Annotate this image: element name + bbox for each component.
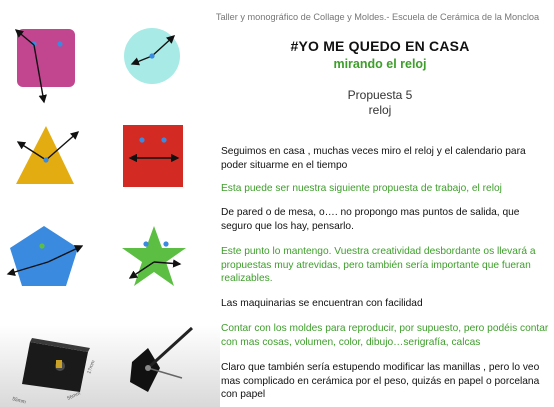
- workshop-header: Taller y monográfico de Collage y Moldes.- Escuela de Cerámica de la Moncloa: [215, 12, 540, 22]
- magenta-square-clock: [10, 22, 86, 108]
- mechanism-label-3: 17mm: [86, 359, 97, 375]
- green-star-clock: [118, 222, 192, 292]
- paragraph-7: Claro que también sería estupendo modificar las manillas , pero lo veo mas complicado en cerámica por el peso, quizás en papel o porcelana con papel: [221, 362, 540, 400]
- paragraph-6: Contar con los moldes para reproducir, por supuesto, pero podéis contar con mas cosas, volumen, color, dibujo…serigrafía, calcas: [221, 323, 549, 348]
- mechanism-label-1: 55mm: [11, 396, 27, 406]
- yellow-triangle-clock: [8, 120, 84, 190]
- cyan-circle-clock: [118, 22, 188, 92]
- proposal-topic: reloj: [368, 103, 392, 117]
- proposal-number: Propuesta 5: [347, 88, 413, 102]
- red-square-clock: [118, 120, 190, 192]
- page-subtitle: mirando el reloj: [333, 57, 427, 71]
- paragraph-3: De pared o de mesa, o…. no propongo mas puntos de salida, que seguro que los hay, pensarlo.: [221, 207, 520, 232]
- clock-hands-photo: [118, 322, 208, 404]
- paragraph-2: Esta puede ser nuestra siguiente propuesta de trabajo, el reloj: [221, 183, 502, 194]
- paragraph-5: Las maquinarias se encuentran con facilidad: [221, 298, 423, 309]
- paragraph-1: Seguimos en casa , muchas veces miro el reloj y el calendario para poder situarme en el tiempo: [221, 146, 526, 171]
- blue-pentagon-clock: [4, 222, 86, 292]
- paragraph-4: Este punto lo mantengo. Vuestra creatividad desbordante os llevará a propuestas muy atrevidas, pero también sería importante que fueran realizables.: [221, 246, 536, 284]
- clock-mechanism-photo: [8, 330, 108, 406]
- mechanism-label-2: 56mm: [66, 390, 82, 402]
- page-title: #YO ME QUEDO EN CASA: [290, 38, 470, 54]
- proposal-heading: [220, 88, 540, 118]
